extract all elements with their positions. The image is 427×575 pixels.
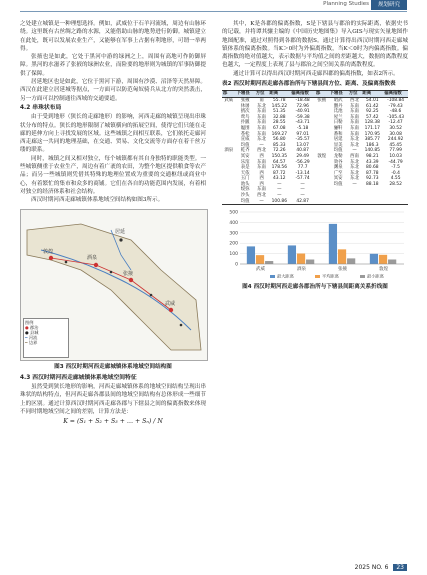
- table-cell: 东南: [257, 165, 266, 171]
- legend-label: 最大距离: [277, 273, 294, 279]
- table-cell: —: [300, 193, 305, 199]
- table-cell: 冥安: [240, 153, 250, 159]
- table-cell: 休屠: [240, 103, 250, 109]
- table-cell: 西南: [350, 153, 359, 159]
- table-cell: 150.35: [271, 153, 287, 159]
- table-cell: 东南: [257, 159, 266, 165]
- table-cell: -40.91: [295, 109, 310, 115]
- table-cell: 酒泉: [224, 148, 234, 154]
- table-cell: 80.68: [365, 165, 379, 171]
- table-cell: 东南: [350, 109, 359, 115]
- table-cell: 77.7: [297, 165, 308, 171]
- page-number: 23: [393, 564, 407, 571]
- table-cell: 43.12: [273, 176, 286, 182]
- legend-swatch: [360, 275, 365, 278]
- x-tick-label: 武威: [256, 267, 265, 273]
- table-cell: 西: [259, 181, 264, 187]
- table-cell: -35.57: [295, 137, 310, 143]
- chart-bar: [306, 260, 314, 264]
- table-cell: 骊靬: [333, 125, 343, 131]
- table-cell: 40.87: [296, 148, 309, 154]
- map-label-zhangye: 张掖: [123, 270, 134, 277]
- issue-label: 2025 NO. 6: [354, 564, 389, 571]
- table-header-row: [222, 91, 408, 98]
- legend-title: 图例: [25, 319, 34, 325]
- table-cell: 178.56: [271, 165, 287, 171]
- table-cell: 171.17: [364, 125, 380, 131]
- chart-bar: [256, 255, 264, 264]
- distance-chart: [222, 208, 408, 282]
- table-cell: 32.88: [273, 114, 286, 120]
- x-tick-label: 酒泉: [297, 267, 306, 273]
- table-cell: 氐池: [333, 109, 343, 115]
- table-cell: 揟次: [240, 109, 250, 115]
- chart-svg: [222, 208, 408, 282]
- table-cell: 57.42: [365, 114, 379, 120]
- y-tick-label: 100: [229, 252, 238, 258]
- chart-bar: [329, 224, 337, 264]
- table-cell: 池头: [240, 181, 250, 187]
- table-cell: 张掖: [240, 97, 250, 103]
- table-header-cell: 下辖县: [236, 91, 255, 98]
- table-cell: 30.52: [389, 125, 402, 131]
- table-cell: 28.55: [273, 120, 286, 126]
- table-cell: 宣威: [240, 137, 250, 143]
- table-cell: 东北: [350, 165, 359, 171]
- table-cell: 4.55: [390, 176, 401, 182]
- table-cell: 沙头: [240, 193, 250, 199]
- table-header-cell: 郡: [315, 91, 329, 98]
- table-cell: 南: [259, 97, 264, 103]
- chart-bar: [379, 255, 387, 264]
- table-cell: [383, 199, 408, 205]
- table-cell: 61.42: [365, 103, 379, 109]
- table-cell: 169.27: [271, 131, 287, 137]
- table-cell: 72.96: [296, 103, 309, 109]
- right-column: [222, 20, 408, 295]
- table-cell: 敦煌: [317, 153, 327, 159]
- paragraph: 西汉时期河西走廊城镇体系地域空间结构如图3所示。: [31, 197, 164, 204]
- map-label-dunhuang: 敦煌: [43, 248, 54, 255]
- table-cell: -13.14: [295, 170, 310, 176]
- header-rule: [20, 11, 407, 12]
- table-cell: 45.45: [389, 142, 402, 148]
- table-cell: 92.25: [365, 109, 379, 115]
- table-cell: -0.4: [391, 170, 400, 176]
- paragraph: 之处建立城镇是一种理想选择。例如，武威位于石羊河流域，周边有山脉环绕。这里既有古丝绸之路的水源，又能借助山脉的地势进行防御。城镇建立在此处，既可以发展农业生产，又能够在军事上占据有利地形，可谓一举两得。: [20, 21, 206, 52]
- table-cell: 番和: [333, 131, 343, 137]
- table-cell: 28.52: [389, 181, 402, 187]
- y-tick-label: 300: [229, 231, 238, 237]
- table-cell: 东北: [350, 142, 359, 148]
- table-cell: -48.6: [389, 109, 402, 115]
- table-header-cell: 偏离指数: [383, 91, 408, 98]
- chart-bar: [338, 250, 346, 265]
- chart-bar: [247, 247, 255, 265]
- table-cell: 东南: [350, 120, 359, 126]
- table-cell: 98.21: [365, 153, 379, 159]
- table-cell: —: [277, 193, 282, 199]
- table-cell: 张掖: [317, 97, 327, 103]
- table-cell: 昭武: [333, 97, 343, 103]
- table-cell: 87.78: [365, 170, 379, 176]
- table-cell: 29.49: [296, 153, 309, 159]
- table-cell: 55.78: [273, 97, 286, 103]
- table-cell: 43.39: [365, 159, 379, 165]
- table-cell: 鸾鸟: [240, 114, 250, 120]
- chart-bar: [370, 254, 378, 264]
- table-header-cell: 方位: [348, 91, 362, 98]
- table-cell: 东南: [257, 120, 266, 126]
- table-cell: 删丹: [333, 103, 343, 109]
- table-cell: 苍松: [240, 131, 250, 137]
- table-cell: 东南: [257, 131, 266, 137]
- section-heading: 4.3 西汉时期河西走廊城镇体系地域空间特征: [20, 374, 137, 381]
- chart-bar: [265, 261, 273, 264]
- table-caption: 表2 西汉时期河西走廊各郡治所与下辖县间方位、距离、及偏离指数表: [222, 81, 396, 88]
- left-column: [20, 20, 206, 429]
- table-cell: 均值: [333, 181, 343, 187]
- table-cell: 东北: [350, 137, 359, 143]
- table-cell: 屋兰: [333, 114, 343, 120]
- table-cell: 东南: [350, 131, 359, 137]
- table-cell: 244.92: [387, 137, 404, 143]
- table-cell: -18.48: [295, 97, 310, 103]
- table-cell: 媪围: [240, 125, 250, 131]
- map-label-juyan: 居延: [115, 228, 126, 235]
- table-cell: 东南: [350, 125, 359, 131]
- table-cell: 西: [259, 170, 264, 176]
- figure-caption: 图3 西汉时期河西走廊城镇体系地域空间结构图: [54, 363, 172, 370]
- table-cell: 武威: [224, 97, 234, 103]
- legend-item: ● 县城: [25, 329, 39, 335]
- table-body: [222, 97, 408, 204]
- table-cell: 97.01: [296, 131, 309, 137]
- table-cell: 30.08: [389, 131, 402, 137]
- table-cell: 西北: [257, 148, 266, 154]
- table-cell: 东北: [257, 137, 266, 143]
- table-cell: 10.03: [389, 153, 402, 159]
- table-cell: -56.29: [295, 159, 310, 165]
- table-cell: 186.3: [365, 142, 379, 148]
- table-cell: -43.71: [295, 120, 310, 126]
- table-cell: 东北: [257, 103, 266, 109]
- chart-bar: [347, 259, 355, 265]
- y-tick-label: 400: [229, 221, 238, 227]
- table-cell: 居延: [333, 137, 343, 143]
- table-cell: 日勒: [333, 120, 343, 126]
- table-cell: —: [352, 181, 357, 187]
- paragraph: 居延地区也是如此，它位于黑河下游，周围有沙漠、沼泽等天然屏障。西汉在此建立居延城等据点，一方面可以防范匈奴骑兵从北方的突然袭击，另一方面可以控制通往西域的交通要道。: [20, 79, 206, 102]
- table-cell: —: [300, 187, 305, 193]
- chart-bar: [297, 254, 305, 264]
- table-cell: —: [277, 187, 282, 193]
- table-cell: 88.18: [365, 181, 379, 187]
- table-cell: 乾齐: [240, 148, 250, 154]
- map-label-jiuquan: 酒泉: [87, 254, 98, 261]
- table-cell: 100.86: [268, 199, 290, 205]
- deviation-table: [222, 90, 408, 205]
- table-cell: -57.74: [295, 176, 310, 182]
- map-label-wuwei: 武威: [165, 300, 176, 307]
- table-cell: 效谷: [333, 159, 343, 165]
- table-header-cell: 方位: [255, 91, 269, 98]
- table-header-cell: 距离: [268, 91, 290, 98]
- table-cell: 13.07: [296, 142, 309, 148]
- table-cell: —: [300, 181, 305, 187]
- table-cell: 东北: [350, 170, 359, 176]
- table-cell: 87.72: [273, 170, 286, 176]
- table-cell: 渊泉: [333, 165, 343, 171]
- y-tick-label: 500: [229, 210, 238, 216]
- table-cell: 乐涫: [240, 159, 250, 165]
- table-header-cell: 下辖县: [329, 91, 348, 98]
- table-cell: 67.08: [273, 125, 286, 131]
- table-cell: —: [255, 199, 269, 205]
- table-cell: 64.57: [273, 159, 286, 165]
- y-tick-label: 200: [229, 241, 238, 247]
- page-header: [0, 0, 427, 12]
- chart-bar: [388, 260, 396, 265]
- table-cell: 东北: [350, 176, 359, 182]
- journal-name: Planning Studies: [323, 1, 369, 7]
- table-cell: 均值: [240, 142, 250, 148]
- table-cell: -12.47: [388, 120, 403, 126]
- legend-label: 最小距离: [367, 273, 384, 279]
- table-cell: 77.99: [389, 148, 402, 154]
- table-cell: 东南: [257, 109, 266, 115]
- table-row: [222, 199, 408, 205]
- table-cell: 东北: [350, 159, 359, 165]
- legend-swatch: [315, 275, 320, 278]
- table-cell: 92.73: [365, 176, 379, 182]
- table-cell: 东南: [257, 125, 266, 131]
- table-cell: 128.38: [364, 120, 380, 126]
- table-cell: 140.85: [364, 148, 380, 154]
- table-cell: —: [352, 148, 357, 154]
- table-cell: 西: [259, 176, 264, 182]
- table-cell: 85.33: [273, 142, 286, 148]
- x-tick-label: 张掖: [338, 267, 347, 273]
- paragraph: 由于受到地形（狭长的走廊地形）的影响，河西走廊的城镇呈现出串珠状分布的特点。狭长的地形限制了城镇横向的拓展空间，使得它们只能在走廊的延伸方向上寻找发展的区域。这些城镇之间相互联系，它们依托走廊河西走廊这一共同的地理基础，在交通、贸易、文化交流等方面存在着千丝万缕的联系。: [20, 114, 206, 154]
- table-cell: —: [277, 181, 282, 187]
- table-cell: 天依: [240, 170, 250, 176]
- table-cell: —: [259, 142, 264, 148]
- table-cell: [315, 199, 329, 205]
- table-cell: 广至: [333, 170, 343, 176]
- table-cell: 扑㔸: [240, 120, 250, 126]
- table-cell: 显美: [333, 142, 343, 148]
- map-legend: [23, 318, 69, 358]
- table-cell: -7.5: [391, 165, 400, 171]
- table-cell: [361, 199, 383, 205]
- table-cell: 西北: [350, 97, 359, 103]
- table-cell: -5.18: [296, 125, 309, 131]
- table-cell: 西: [259, 153, 264, 159]
- legend-item: ● 郡治: [25, 324, 39, 330]
- formula: K = (S₁ + S₂ + S₃ + … + Sₙ) / N: [63, 418, 163, 426]
- table-cell: 均值: [333, 148, 343, 154]
- table-cell: 冥安: [333, 176, 343, 182]
- table-cell: 龙勒: [333, 153, 343, 159]
- table-cell: -59.38: [295, 114, 310, 120]
- table-cell: [329, 199, 348, 205]
- table-cell: 均值: [236, 199, 255, 205]
- table-cell: -79.43: [388, 103, 403, 109]
- paragraph: 张掖也是如此，它处于黑河中游的绿洲之上，周围有高地可作防御屏障。黑河的水滋养了张掖的绿洲农业，而险要的地形则为城镇的军事防御提供了保障。: [20, 54, 206, 77]
- x-tick-label: 敦煌: [379, 267, 388, 273]
- paragraph: 虽然受到狭长地形的影响，河西走廊城镇体系的地域空间结构呈现出串珠状的结构特点，但河西走廊各郡县间的地域空间结构有总体形成一些细节上的区别。通过计算西汉时期河西走廊各郡与下辖县之间的偏离指数来体现不同时期地域空间之间的差别，计算方法是：: [20, 384, 206, 416]
- section-heading: 4.2 串珠状布局: [20, 104, 62, 111]
- table-cell: 56.80: [273, 137, 286, 143]
- table-cell: 东南: [350, 114, 359, 120]
- spatial-structure-map: [20, 209, 208, 361]
- table-cell: 西北: [257, 193, 266, 199]
- legend-item: ━ 河流: [25, 334, 38, 340]
- table-cell: 绥弥: [240, 187, 250, 193]
- table-cell: 170.95: [364, 131, 380, 137]
- legend-item: ━ 边界: [25, 339, 38, 345]
- table-cell: [222, 199, 236, 205]
- legend-swatch: [270, 275, 275, 278]
- page-footer: [355, 564, 407, 571]
- table-cell: 东南: [257, 114, 266, 120]
- table-cell: 东南: [257, 187, 266, 193]
- table-cell: [348, 199, 362, 205]
- table-cell: 51.35: [273, 109, 286, 115]
- table-cell: -108.84: [387, 97, 405, 103]
- table-cell: 表是: [240, 165, 250, 171]
- table-cell: 385.77: [364, 137, 380, 143]
- legend-label: 平均距离: [322, 273, 339, 279]
- table-header-cell: 距离: [361, 91, 383, 98]
- table-cell: 54.01: [365, 97, 379, 103]
- table-cell: 145.22: [271, 103, 287, 109]
- table-cell: 42.87: [290, 199, 315, 205]
- table-cell: 玉门: [240, 176, 250, 182]
- table-header-cell: 偏离指数: [290, 91, 315, 98]
- table-cell: -44.79: [388, 159, 403, 165]
- paragraph: 其中，K是各郡的偏离指数，S是下辖县与郡治的实际距离，依据史书的记载，并将谭其骧主编的《中国历史地图集》导入GIS与现实矢量地图作地图配准，通过对照得到各郡的数据S。通过计算得出西汉时期河西走廊城镇体系的偏离指数。当K＞0时为外偏离指数，当K＜0时为内偏离指数。偏离指数的绝对值越大，表示数据与平均值之间的差距越大，数据的离散程度也越大，一定程度上表现了县与郡治之间空间关系的离散程度。: [222, 21, 408, 69]
- table-cell: -105.43: [387, 114, 405, 120]
- table-cell: 东南: [350, 103, 359, 109]
- section-tab: 规划研究: [371, 0, 407, 10]
- y-tick-label: 0: [235, 262, 238, 268]
- table-header-cell: 郡: [222, 91, 236, 98]
- chart-bar: [288, 246, 296, 265]
- table-cell: 72.26: [273, 148, 286, 154]
- chart-caption: 图4 西汉时期河西走廊各郡治所与下辖县间距离关系折线图: [242, 284, 388, 291]
- paragraph: 通过计算可以得出西汉时期河西走廊四郡的偏离指数，如表2所示。: [233, 70, 399, 77]
- paragraph: 同时，城镇之间又相对独立，每个城镇都有其自身独特的职能类型。一些城镇侧重于农业生产，周边有着广袤的农田，为整个地区提供粮食等农产品；而另一些城镇则凭借其特殊的地理位置成为重要的交通枢纽或商业中心，有着繁忙的集市和众多的商铺。它们在各自的功能范围内发展，有着相对独立的经济体系和社会结构。: [20, 155, 206, 195]
